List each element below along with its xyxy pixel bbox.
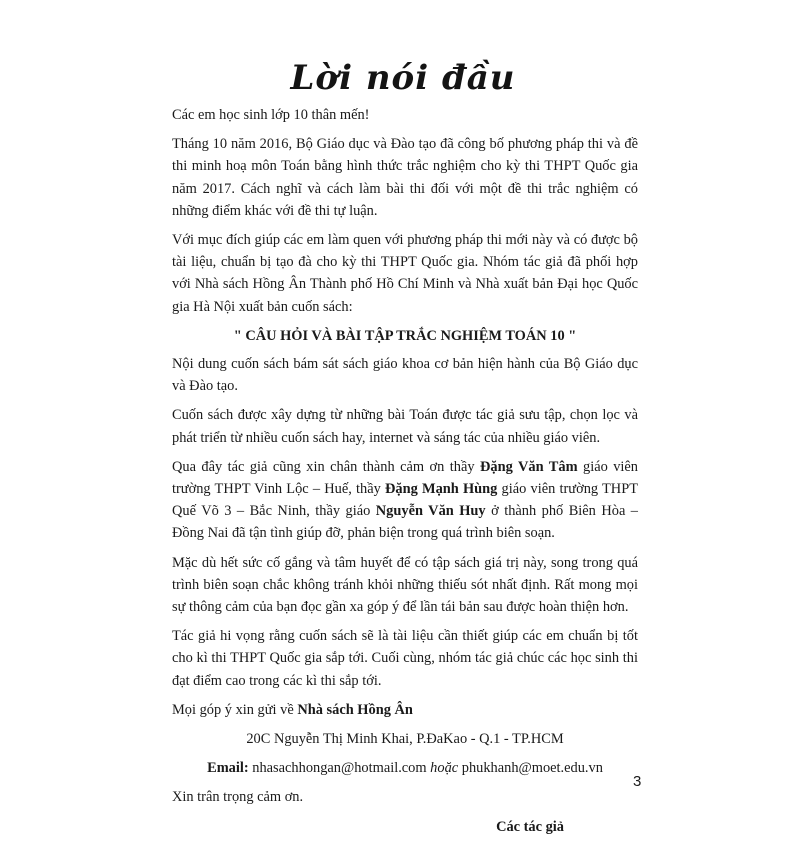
paragraph-3: Nội dung cuốn sách bám sát sách giáo khoa cơ bản hiện hành của Bộ Giáo dục và Đào tạo. — [172, 356, 638, 395]
email-label: Email: — [207, 760, 249, 777]
email-1: nhasachhongan@hotmail.com — [248, 760, 431, 777]
page-number: 3 — [633, 773, 642, 790]
reviewer-name-3: Nguyễn Văn Huy — [375, 503, 486, 520]
email-or: hoặc — [430, 760, 459, 777]
paragraph-2: Với mục đích giúp các em làm quen với phương pháp thi mới này và có được bộ tài liệu, chuẩn bị tạo đà cho kỳ thi THPT Quốc gia. Nhóm tác giả đã phối hợp với Nhà sách Hồng Ân Thành phố Hồ Chí Minh và Nhà xuất bản Đại học Quốc gia Hà Nội xuất bản cuốn sách: — [172, 232, 638, 315]
signature: Các tác giả — [496, 818, 564, 835]
reviewer-name-2: Đặng Mạnh Hùng — [385, 481, 498, 498]
paragraph-4: Cuốn sách được xây dựng từ những bài Toán được tác giả sưu tập, chọn lọc và phát triển từ nhiều cuốn sách hay, internet và sáng tác của nhiều giáo viên. — [172, 407, 638, 446]
paragraph-5 — [172, 456, 638, 545]
contact-line — [172, 699, 638, 721]
preface-body — [172, 104, 638, 845]
paragraph-7: Tác giả hi vọng rằng cuốn sách sẽ là tài liệu cần thiết giúp các em chuẩn bị tốt cho kì thi THPT Quốc gia sắp tới. Cuối cùng, nhóm tác giả chúc các học sinh thi đạt điểm cao trong các kì thi sắp tới. — [172, 628, 638, 689]
page-title: Lời nói đầu — [290, 58, 516, 98]
thanks: Xin trân trọng cảm ơn. — [172, 789, 304, 806]
book-title: " CÂU HỎI VÀ BÀI TẬP TRẮC NGHIỆM TOÁN 10 " — [233, 327, 577, 344]
publisher-name: Nhà sách Hồng Ân — [297, 701, 413, 718]
p5-text-1: Qua đây tác giả cũng xin chân thành cảm ơn thầy — [172, 458, 481, 475]
p5-text-3: giáo viên trường THPT Quế Võ 3 – Bắc Ninh, thầy giáo — [172, 481, 638, 520]
p5-text-2: giáo viên trường THPT Vinh Lộc – Huế, thầy — [172, 458, 638, 498]
email-2: phukhanh@moet.edu.vn — [458, 760, 603, 777]
paragraph-1: Tháng 10 năm 2016, Bộ Giáo dục và Đào tạo đã công bố phương pháp thi và đề thi minh hoạ môn Toán bằng hình thức trắc nghiệm cho kỳ thi THPT Quốc gia năm 2017. Cách nghĩ và cách làm bài thi đối với một đề thi trắc nghiệm có những điểm khác với đề thi tự luận. — [172, 136, 638, 219]
contact-lead: Mọi góp ý xin gửi về — [172, 701, 298, 718]
p5-text-4: ở thành phố Biên Hòa – Đồng Nai đã tận tình giúp đỡ, phản biện trong quá trình biên soạn. — [172, 503, 638, 542]
greeting: Các em học sinh lớp 10 thân mến! — [172, 107, 370, 123]
reviewer-name-1: Đặng Văn Tâm — [480, 458, 578, 475]
email-line — [172, 757, 638, 779]
address: 20C Nguyễn Thị Minh Khai, P.ĐaKao - Q.1 - TP.HCM — [246, 731, 564, 748]
paragraph-6: Mặc dù hết sức cố gắng và tâm huyết để có tập sách giá trị này, song trong quá trình biên soạn chắc không tránh khỏi những thiếu sót nhất định. Rất mong mọi sự thông cảm của bạn đọc gần xa góp ý để lần tái bản sau được hoàn thiện hơn. — [172, 554, 638, 616]
